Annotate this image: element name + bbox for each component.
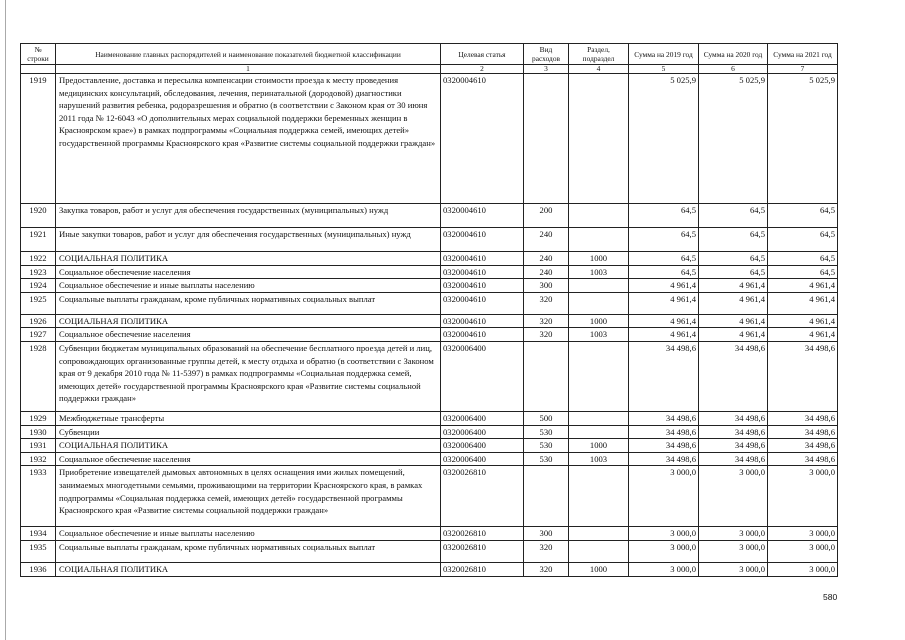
row-section: 1003 [569, 265, 629, 279]
row-number: 1922 [21, 252, 56, 266]
row-sum-2020: 4 961,4 [699, 279, 768, 293]
row-sum-2020: 34 498,6 [699, 439, 768, 453]
row-sum-2019: 4 961,4 [629, 314, 699, 328]
row-section: 1000 [569, 562, 629, 576]
table-row [21, 328, 838, 342]
row-name: СОЦИАЛЬНАЯ ПОЛИТИКА [56, 439, 441, 453]
row-target-article: 0320006400 [441, 411, 524, 425]
row-target-article: 0320004610 [441, 204, 524, 228]
row-section [569, 466, 629, 527]
scan-edge-line [5, 0, 6, 640]
row-number: 1924 [21, 279, 56, 293]
column-number: 5 [629, 65, 699, 74]
row-sum-2019: 5 025,9 [629, 74, 699, 204]
row-sum-2021: 64,5 [768, 228, 838, 252]
row-section: 1000 [569, 252, 629, 266]
row-section: 1003 [569, 328, 629, 342]
row-sum-2021: 4 961,4 [768, 292, 838, 314]
table-row [21, 562, 838, 576]
table-header-row [21, 44, 838, 65]
row-name: Межбюджетные трансферты [56, 411, 441, 425]
row-sum-2021: 3 000,0 [768, 562, 838, 576]
header-sum-2019: Сумма на 2019 год [629, 44, 699, 65]
row-sum-2020: 4 961,4 [699, 314, 768, 328]
row-expense-type: 320 [524, 292, 569, 314]
row-expense-type: 240 [524, 265, 569, 279]
row-name: Социальное обеспечение населения [56, 452, 441, 466]
row-expense-type: 530 [524, 452, 569, 466]
row-target-article: 0320026810 [441, 466, 524, 527]
row-sum-2021: 3 000,0 [768, 540, 838, 562]
table-row [21, 292, 838, 314]
row-section [569, 292, 629, 314]
row-expense-type [524, 341, 569, 411]
row-sum-2019: 34 498,6 [629, 411, 699, 425]
row-sum-2019: 34 498,6 [629, 425, 699, 439]
row-sum-2019: 3 000,0 [629, 527, 699, 541]
row-number: 1926 [21, 314, 56, 328]
row-target-article: 0320026810 [441, 527, 524, 541]
row-section: 1000 [569, 314, 629, 328]
row-section [569, 74, 629, 204]
row-section [569, 279, 629, 293]
table-row [21, 341, 838, 411]
row-sum-2021: 3 000,0 [768, 466, 838, 527]
row-expense-type: 320 [524, 562, 569, 576]
row-section [569, 411, 629, 425]
row-number: 1932 [21, 452, 56, 466]
row-target-article: 0320006400 [441, 439, 524, 453]
row-target-article: 0320004610 [441, 314, 524, 328]
row-sum-2020: 34 498,6 [699, 411, 768, 425]
column-number: 7 [768, 65, 838, 74]
row-sum-2021: 34 498,6 [768, 411, 838, 425]
row-name: Социальное обеспечение населения [56, 328, 441, 342]
row-target-article: 0320004610 [441, 252, 524, 266]
row-name: Закупка товаров, работ и услуг для обеспечения государственных (муниципальных) нужд [56, 204, 441, 228]
row-sum-2021: 4 961,4 [768, 279, 838, 293]
row-section [569, 228, 629, 252]
row-expense-type: 200 [524, 204, 569, 228]
row-sum-2019: 4 961,4 [629, 292, 699, 314]
row-name: Иные закупки товаров, работ и услуг для обеспечения государственных (муниципальных) нужд [56, 228, 441, 252]
row-target-article: 0320026810 [441, 562, 524, 576]
row-name: Социальные выплаты гражданам, кроме публичных нормативных социальных выплат [56, 540, 441, 562]
table-row [21, 74, 838, 204]
row-sum-2019: 4 961,4 [629, 328, 699, 342]
table-row [21, 540, 838, 562]
row-expense-type [524, 466, 569, 527]
row-target-article: 0320004610 [441, 265, 524, 279]
row-sum-2021: 34 498,6 [768, 341, 838, 411]
column-number: 4 [569, 65, 629, 74]
row-number: 1934 [21, 527, 56, 541]
row-sum-2021: 5 025,9 [768, 74, 838, 204]
column-number: 6 [699, 65, 768, 74]
budget-table [20, 43, 838, 577]
table-row [21, 452, 838, 466]
column-number-row [21, 65, 838, 74]
row-name: Предоставление, доставка и пересылка компенсации стоимости проезда к месту проведения медицинских консультаций, обследования, лечения, перинатальной (дородовой) диагностики нарушений развития ребенка, родоразрешения и обратно (в соответствии с Законом края от 30 июня 2011 года № 12-6043 «О дополнительных мерах социальной поддержки беременных женщин в Красноярском крае») в рамках подпрограммы «Социальная поддержка семей, имеющих детей» государственной программы Красноярского края «Развитие системы социальной поддержки граждан» [56, 74, 441, 204]
header-sum-2021: Сумма на 2021 год [768, 44, 838, 65]
row-target-article: 0320004610 [441, 328, 524, 342]
row-name: СОЦИАЛЬНАЯ ПОЛИТИКА [56, 562, 441, 576]
row-name: Социальное обеспечение населения [56, 265, 441, 279]
header-section: Раздел, подраздел [569, 44, 629, 65]
table-row [21, 252, 838, 266]
row-expense-type: 320 [524, 314, 569, 328]
column-number: 1 [56, 65, 441, 74]
row-number: 1928 [21, 341, 56, 411]
row-sum-2019: 34 498,6 [629, 439, 699, 453]
row-sum-2020: 64,5 [699, 228, 768, 252]
row-target-article: 0320006400 [441, 425, 524, 439]
row-expense-type: 240 [524, 252, 569, 266]
row-section: 1003 [569, 452, 629, 466]
row-number: 1925 [21, 292, 56, 314]
row-sum-2021: 3 000,0 [768, 527, 838, 541]
row-target-article: 0320006400 [441, 452, 524, 466]
table-row [21, 204, 838, 228]
row-sum-2019: 4 961,4 [629, 279, 699, 293]
row-number: 1930 [21, 425, 56, 439]
row-name: СОЦИАЛЬНАЯ ПОЛИТИКА [56, 314, 441, 328]
row-target-article: 0320004610 [441, 292, 524, 314]
row-sum-2020: 34 498,6 [699, 452, 768, 466]
table-row [21, 425, 838, 439]
table-row [21, 439, 838, 453]
row-number: 1935 [21, 540, 56, 562]
row-target-article: 0320004610 [441, 279, 524, 293]
row-sum-2019: 64,5 [629, 204, 699, 228]
header-row-number: № строки [21, 44, 56, 65]
row-number: 1931 [21, 439, 56, 453]
row-section [569, 204, 629, 228]
row-sum-2020: 64,5 [699, 252, 768, 266]
header-target-article: Целевая статья [441, 44, 524, 65]
row-sum-2020: 3 000,0 [699, 466, 768, 527]
row-sum-2021: 64,5 [768, 265, 838, 279]
row-sum-2019: 34 498,6 [629, 341, 699, 411]
page-number: 580 [823, 592, 838, 602]
table-row [21, 411, 838, 425]
table-row [21, 228, 838, 252]
row-expense-type: 300 [524, 527, 569, 541]
header-name: Наименование главных распорядителей и наименование показателей бюджетной классификации [56, 44, 441, 65]
row-target-article: 0320006400 [441, 341, 524, 411]
row-number: 1933 [21, 466, 56, 527]
row-name: Социальные выплаты гражданам, кроме публичных нормативных социальных выплат [56, 292, 441, 314]
row-sum-2019: 3 000,0 [629, 540, 699, 562]
header-sum-2020: Сумма на 2020 год [699, 44, 768, 65]
table-row [21, 279, 838, 293]
row-expense-type: 530 [524, 439, 569, 453]
row-sum-2021: 64,5 [768, 204, 838, 228]
row-number: 1923 [21, 265, 56, 279]
row-name: СОЦИАЛЬНАЯ ПОЛИТИКА [56, 252, 441, 266]
row-target-article: 0320004610 [441, 228, 524, 252]
row-sum-2020: 3 000,0 [699, 540, 768, 562]
row-expense-type: 530 [524, 425, 569, 439]
row-section [569, 527, 629, 541]
row-expense-type: 240 [524, 228, 569, 252]
row-number: 1936 [21, 562, 56, 576]
row-number: 1920 [21, 204, 56, 228]
row-sum-2020: 5 025,9 [699, 74, 768, 204]
row-expense-type: 320 [524, 540, 569, 562]
row-sum-2021: 4 961,4 [768, 314, 838, 328]
table-row [21, 314, 838, 328]
row-section [569, 540, 629, 562]
row-sum-2019: 3 000,0 [629, 562, 699, 576]
row-name: Субвенции [56, 425, 441, 439]
table-row [21, 527, 838, 541]
column-number [21, 65, 56, 74]
column-number: 2 [441, 65, 524, 74]
row-name: Субвенции бюджетам муниципальных образований на обеспечение бесплатного проезда детей и лиц, сопровождающих организованные группы детей, к месту отдыха и обратно (в соответствии с Законом края от 9 декабря 2010 года № 11-5397) в рамках подпрограммы «Социальная поддержка семей, имеющих детей» государственной программы Красноярского края «Развитие системы социальной поддержки граждан» [56, 341, 441, 411]
row-sum-2020: 64,5 [699, 204, 768, 228]
row-expense-type: 320 [524, 328, 569, 342]
row-sum-2021: 34 498,6 [768, 425, 838, 439]
row-expense-type [524, 74, 569, 204]
row-sum-2019: 64,5 [629, 228, 699, 252]
row-section [569, 425, 629, 439]
row-sum-2019: 34 498,6 [629, 452, 699, 466]
row-sum-2021: 34 498,6 [768, 452, 838, 466]
row-section [569, 341, 629, 411]
row-sum-2020: 34 498,6 [699, 341, 768, 411]
row-number: 1929 [21, 411, 56, 425]
row-sum-2021: 4 961,4 [768, 328, 838, 342]
table-row [21, 466, 838, 527]
row-sum-2019: 3 000,0 [629, 466, 699, 527]
row-sum-2020: 34 498,6 [699, 425, 768, 439]
table-row [21, 265, 838, 279]
row-section: 1000 [569, 439, 629, 453]
header-expense-type: Вид расходов [524, 44, 569, 65]
row-sum-2019: 64,5 [629, 265, 699, 279]
row-sum-2019: 64,5 [629, 252, 699, 266]
row-sum-2020: 3 000,0 [699, 562, 768, 576]
row-sum-2020: 3 000,0 [699, 527, 768, 541]
column-number: 3 [524, 65, 569, 74]
row-sum-2020: 4 961,4 [699, 328, 768, 342]
row-number: 1919 [21, 74, 56, 204]
row-number: 1921 [21, 228, 56, 252]
row-number: 1927 [21, 328, 56, 342]
row-target-article: 0320026810 [441, 540, 524, 562]
row-name: Приобретение извещателей дымовых автономных в целях оснащения ими жилых помещений, занимаемых многодетными семьями, проживающими на территории Красноярского края, в рамках подпрограммы «Социальная поддержка семей, имеющих детей» государственной программы Красноярского края «Развитие системы социальной поддержки граждан» [56, 466, 441, 527]
row-name: Социальное обеспечение и иные выплаты населению [56, 527, 441, 541]
row-expense-type: 500 [524, 411, 569, 425]
row-sum-2021: 64,5 [768, 252, 838, 266]
row-sum-2020: 4 961,4 [699, 292, 768, 314]
row-name: Социальное обеспечение и иные выплаты населению [56, 279, 441, 293]
row-sum-2020: 64,5 [699, 265, 768, 279]
row-sum-2021: 34 498,6 [768, 439, 838, 453]
row-expense-type: 300 [524, 279, 569, 293]
row-target-article: 0320004610 [441, 74, 524, 204]
